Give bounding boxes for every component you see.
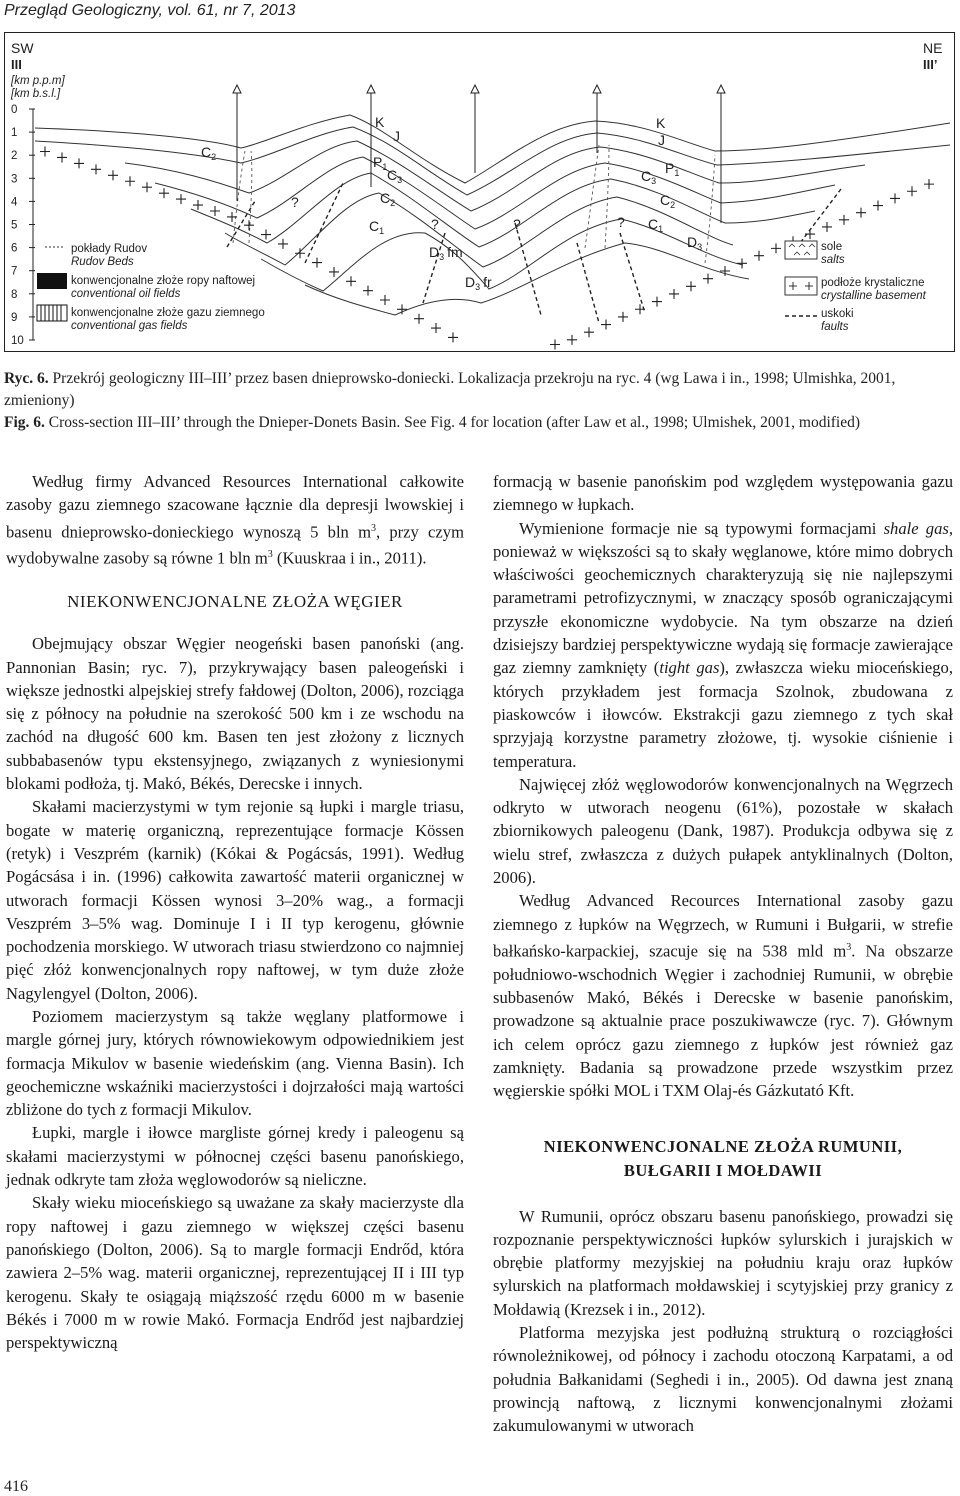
legend-right xyxy=(785,241,927,333)
label-j-right: J xyxy=(658,132,665,148)
basement-cross xyxy=(686,281,696,291)
label-p1-right: $P_1$ xyxy=(665,160,680,178)
section-heading-hungary: NIEKONWENCJONALNE ZŁOŻA WĘGIER xyxy=(67,592,403,612)
basement-cross xyxy=(329,267,339,277)
legend-basement-pl: podłoże krystaliczne xyxy=(821,277,925,289)
section-heading-romania: NIEKONWENCJONALNE ZŁOŻA RUMUNII, BUŁGARII I MOŁDAWII xyxy=(543,1136,903,1180)
label-d3fm: $D_3$ fm xyxy=(429,244,463,262)
basement-cross xyxy=(193,200,203,210)
depth-tick-label: 7 xyxy=(11,265,18,278)
label-c2-mid: $C_2$ xyxy=(380,190,396,208)
depth-tick-label: 9 xyxy=(11,311,18,324)
caption-en-label: Fig. 6. xyxy=(4,414,45,431)
basement-cross xyxy=(703,274,713,284)
basement-cross xyxy=(635,304,645,314)
basement-cross xyxy=(227,212,237,222)
basement-cross xyxy=(210,206,220,216)
depth-axis xyxy=(11,104,35,347)
basement-cross xyxy=(924,179,934,189)
caption-en xyxy=(4,412,954,434)
label-c2-right: $C_2$ xyxy=(660,192,676,210)
basement-cross xyxy=(414,314,424,324)
iii-label: III xyxy=(11,57,22,72)
basement-cross xyxy=(244,220,254,230)
basement-cross xyxy=(278,239,288,249)
basement-cross xyxy=(159,188,169,198)
basement-cross xyxy=(822,222,832,232)
label-d3-right: $D_3$ xyxy=(687,234,703,252)
basement-cross xyxy=(176,194,186,204)
strata-labels xyxy=(201,114,702,292)
paragraph: formacją w basenie panońskim pod względem występowania gazu ziemnego w łupkach. xyxy=(493,472,953,515)
basement-cross xyxy=(907,186,917,196)
basement-cross xyxy=(142,182,152,192)
caption-pl-text: Przekrój geologiczny III–III’ przez basen dnieprowsko-doniecki. Lokalizacja przekroju na ryc. 4 (wg Lawa i in., 1998; Ulmishka, 2001, zmieniony) xyxy=(4,370,896,409)
basement-cross xyxy=(91,164,101,174)
unit-en: [km b.s.l.] xyxy=(11,88,61,100)
basement-cross xyxy=(363,286,373,296)
depth-tick-label: 3 xyxy=(11,173,18,186)
label-k-right: K xyxy=(656,115,666,131)
legend-left xyxy=(37,243,265,332)
depth-tick-label: 8 xyxy=(11,288,18,301)
legend-oil-pl: konwencjonalne złoże ropy naftowej xyxy=(71,275,256,287)
label-c1-right: $C_1$ xyxy=(648,216,664,234)
question-mark: ? xyxy=(291,194,299,210)
question-mark: ? xyxy=(513,216,521,232)
label-d3fr: $D_3$ fr xyxy=(465,274,492,292)
depth-tick-label: 4 xyxy=(11,196,18,209)
depth-tick-label: 10 xyxy=(11,335,24,347)
figure-captions xyxy=(4,368,954,434)
basement-cross xyxy=(601,320,611,330)
depth-tick-label: 0 xyxy=(11,104,18,116)
basement-cross xyxy=(380,295,390,305)
legend-fault-pl: uskoki xyxy=(821,308,854,320)
basement-cross xyxy=(312,258,322,268)
cross-section-drawing xyxy=(5,33,956,353)
paragraph: Najwięcej złóż węglowodorów konwencjonalnych na Węgrzech odkryto w utworach neogenu (61%), pozostałe w skałach zbiornikowych paleogenu (Dank, 1987). Produkcja odbywa się z wielu stref, zwłaszcza z dużych pułapek antyklinalnych (Dolton, 2006). xyxy=(493,774,953,888)
basement-cross xyxy=(618,312,628,322)
sw-label: SW xyxy=(11,40,34,56)
label-p1-left: $P_1$ xyxy=(373,154,388,172)
paragraph: Platforma mezyjska jest podłużną strukturą o rozciągłości równoleżnikowej, od północy i zachodu otoczoną Karpatami, a od południa Bałkanidami (Seghedi i in., 2005). Od dawna jest znaną prowincją naftową, z licznymi konwencjonalnymi złożami zakumulowanymi w utworach xyxy=(493,1323,953,1436)
unit-pl: [km p.p.m] xyxy=(11,75,65,87)
basement-cross xyxy=(295,248,305,258)
legend-rudov-pl: pokłady Rudov xyxy=(71,243,148,255)
basement-cross xyxy=(856,208,866,218)
label-c3-right: $C_3$ xyxy=(641,168,657,186)
paragraph: W Rumunii, oprócz obszaru basenu panońskiego, prowadzi się rozpoznanie perspektywiczności łupków sylurskich i jurajskich w obrębie platformy mezyjskiej na południu kraju oraz łupków sylurskich na platformach mołdawskiej i scytyjskiej przy granicy z Mołdawią (Krezsek i in., 2012). xyxy=(493,1206,953,1319)
caption-pl xyxy=(4,368,954,412)
depth-tick-label: 2 xyxy=(11,150,18,163)
basement-cross xyxy=(550,340,560,350)
basement-cross xyxy=(737,258,747,268)
legend-gas-pl: konwencjonalne złoże gazu ziemnego xyxy=(71,307,265,319)
basement-cross xyxy=(448,332,458,342)
question-mark: ? xyxy=(431,216,439,232)
question-mark: ? xyxy=(617,214,625,230)
legend-fault-en: faults xyxy=(821,321,849,333)
depth-tick-label: 5 xyxy=(11,219,18,232)
cross-section-figure xyxy=(4,32,955,352)
basement-cross xyxy=(397,304,407,314)
basement-cross xyxy=(805,229,815,239)
paragraph: Skałami macierzystymi w tym rejonie są łupki i margle triasu, bogate w materię organiczną, reprezentujące formacje Kössen (retyk) i Veszprém (karnik) (Kókai & Pogácsás, 1991). Według Pogácsása i in. (1996) całkowita zawartość materii organicznej w utworach formacji Kössen wynosi 3–20% wag., a formacji Veszprém 3–5% wag. Dominuje I i II typ kerogenu, głównie pochodzenia morskiego. W utworach triasu stwierdzono co najmniej pięć złóż konwencjonalnych ropy naftowej, w tym duże złoże Nagylengyel (Dolton, 2006). xyxy=(6,797,464,1003)
legend-rudov-en: Rudov Beds xyxy=(71,256,134,268)
gas-symbol xyxy=(37,305,67,321)
ne-label: NE xyxy=(923,40,943,56)
basement-cross xyxy=(652,297,662,307)
legend-salt-en: salts xyxy=(821,254,845,266)
depth-tick-label: 1 xyxy=(11,127,18,140)
basement-cross xyxy=(431,323,441,333)
basement-cross xyxy=(57,152,67,162)
label-c2-left: $C_2$ xyxy=(201,144,217,162)
label-k-left: K xyxy=(375,114,385,130)
oil-symbol xyxy=(37,273,67,289)
iii-prime-label: III’ xyxy=(923,57,938,72)
legend-basement-en: crystalline basement xyxy=(821,290,926,302)
paragraph: Skały wieku mioceńskiego są uważane za skały macierzyste dla ropy naftowej i gazu ziemnego w większej części basenu panońskiego (Dolton, 2006). Są to margle formacji Endrőd, która zawiera 2–5% wag. materii organicznej, reprezentującej II i III typ kerogenu. Skały te osiągają miąższość rzędu 6000 m w basenie Békés i 7000 m w rowie Makó. Formacja Endrőd jest najbardziej perspektywiczną xyxy=(6,1193,464,1353)
basement-cross xyxy=(873,201,883,211)
basement-cross xyxy=(567,335,577,345)
basement-cross xyxy=(669,289,679,299)
wells xyxy=(233,85,725,223)
label-c1-left: $C_1$ xyxy=(369,218,385,236)
label-c3-left: $C_3$ xyxy=(387,167,403,185)
basement-cross xyxy=(108,170,118,180)
basement-cross xyxy=(346,276,356,286)
basement-cross xyxy=(74,158,84,168)
page-number: 416 xyxy=(4,1478,28,1495)
paragraph: Łupki, margle i iłowce margliste górnej kredy i paleogenu są skałami macierzystymi w północnej części basenu panońskiego, jednak odkryte tam złoża węglowodorów są nieliczne. xyxy=(6,1123,464,1190)
basement-cross xyxy=(771,243,781,253)
label-j-left: J xyxy=(393,128,400,144)
paragraph: Według Advanced Recources International zasoby gazu ziemnego z łupków na Węgrzech, w Rumuni i Bułgarii, w strefie bałkańsko-karpackiej, szacuje się na 538 mld $m^3$. Na obszarze południowo-wschodnich Węgier i zachodniej Rumunii, w obrębie subbasenów Makó, Békés i Derecske w basenie panońskim, prowadzone są aktualnie prace poszukiwawcze (ryc. 7). Głównym ich celem oprócz gazu ziemnego z łupków jest również gaz zamknięty. Badania są prowadzone przede wszystkim przez węgierskie spółki MOL i TXM Olaj-és Gázkutató Kft. xyxy=(493,891,953,1101)
basement-cross xyxy=(40,147,50,157)
basement-cross xyxy=(890,193,900,203)
caption-en-text: Cross-section III–III’ through the Dnieper-Donets Basin. See Fig. 4 for location (after Law et al., 1998; Ulmishek, 2001, modified) xyxy=(48,414,861,431)
basement-cross xyxy=(584,327,594,337)
basement-cross xyxy=(125,176,135,186)
paragraph: Obejmujący obszar Węgier neogeński basen panoński (ang. Pannonian Basin; ryc. 7), przykrywający basen paleogeński i większe jednostki alpejskiej strefy fałdowej (Dolton, 2006), rozciąga się z północy na południe na szerokość 500 km i ze wschodu na zachód na długość 600 km. Basen ten jest złożony z licznych subbabasenów typu ekstensyjnego, związanych z wyniesionymi blokami podłoża, tj. Makó, Békés, Derecske i innych. xyxy=(6,634,464,794)
depth-tick-label: 6 xyxy=(11,242,18,255)
paragraph: Poziomem macierzystym są także węglany platformowe i margle górnej jury, których równowiekowym odpowiednikiem jest formacja Mikulov w basenie wiedeńskim (ang. Vienna Basin). Ich geochemiczne wskaźniki macierzystości i dojrzałości mają wartości zbliżone do tych z formacji Mikulov. xyxy=(6,1007,464,1120)
paragraph: Wymienione formacje nie są typowymi formacjami shale gas, ponieważ w większości są to skały węglanowe, które mimo dobrych właściwości geochemicznych charakteryzują się nie najlepszymi parametrami petrofizycznymi, w znaczący sposób ograniczającymi przyszłe ekonomiczne wydobycie. Na tym obszarze na dzień dzisiejszy bardziej perspektywiczne wydają się formacje zawierające gaz ziemny zamknięty (tight gas), zwłaszcza wieku mioceńskiego, których przykładem jest formacja Szolnok, zbudowana z piaskowców i iłowców. Ekstrakcji gazu ziemnego z tych skał sprzyjają korzystne parametry złożowe, tj. wysokie ciśnienie i temperatura. xyxy=(493,518,954,771)
fault-lines xyxy=(227,183,841,323)
legend-gas-en: conventional gas fields xyxy=(71,320,188,332)
paragraph: Według firmy Advanced Resources International całkowite zasoby gazu ziemnego szacowane łącznie dla depresji lwowskiej i basenu dnieprowsko-donieckiego wynoszą 5 bln $m^3$, przy czym wydobywalne zasoby są równe 1 bln $m^3$ (Kuuskraa i in., 2011). xyxy=(6,472,464,568)
legend-salt-pl: sole xyxy=(821,241,843,253)
basement-cross xyxy=(261,230,271,240)
right-column xyxy=(493,470,953,1438)
basement-cross xyxy=(754,251,764,261)
caption-pl-label: Ryc. 6. xyxy=(4,370,49,387)
basement-cross xyxy=(839,215,849,225)
journal-header: Przegląd Geologiczny, vol. 61, nr 7, 2013 xyxy=(4,2,296,19)
legend-oil-en: conventional oil fields xyxy=(71,288,181,300)
left-column xyxy=(6,470,464,1354)
